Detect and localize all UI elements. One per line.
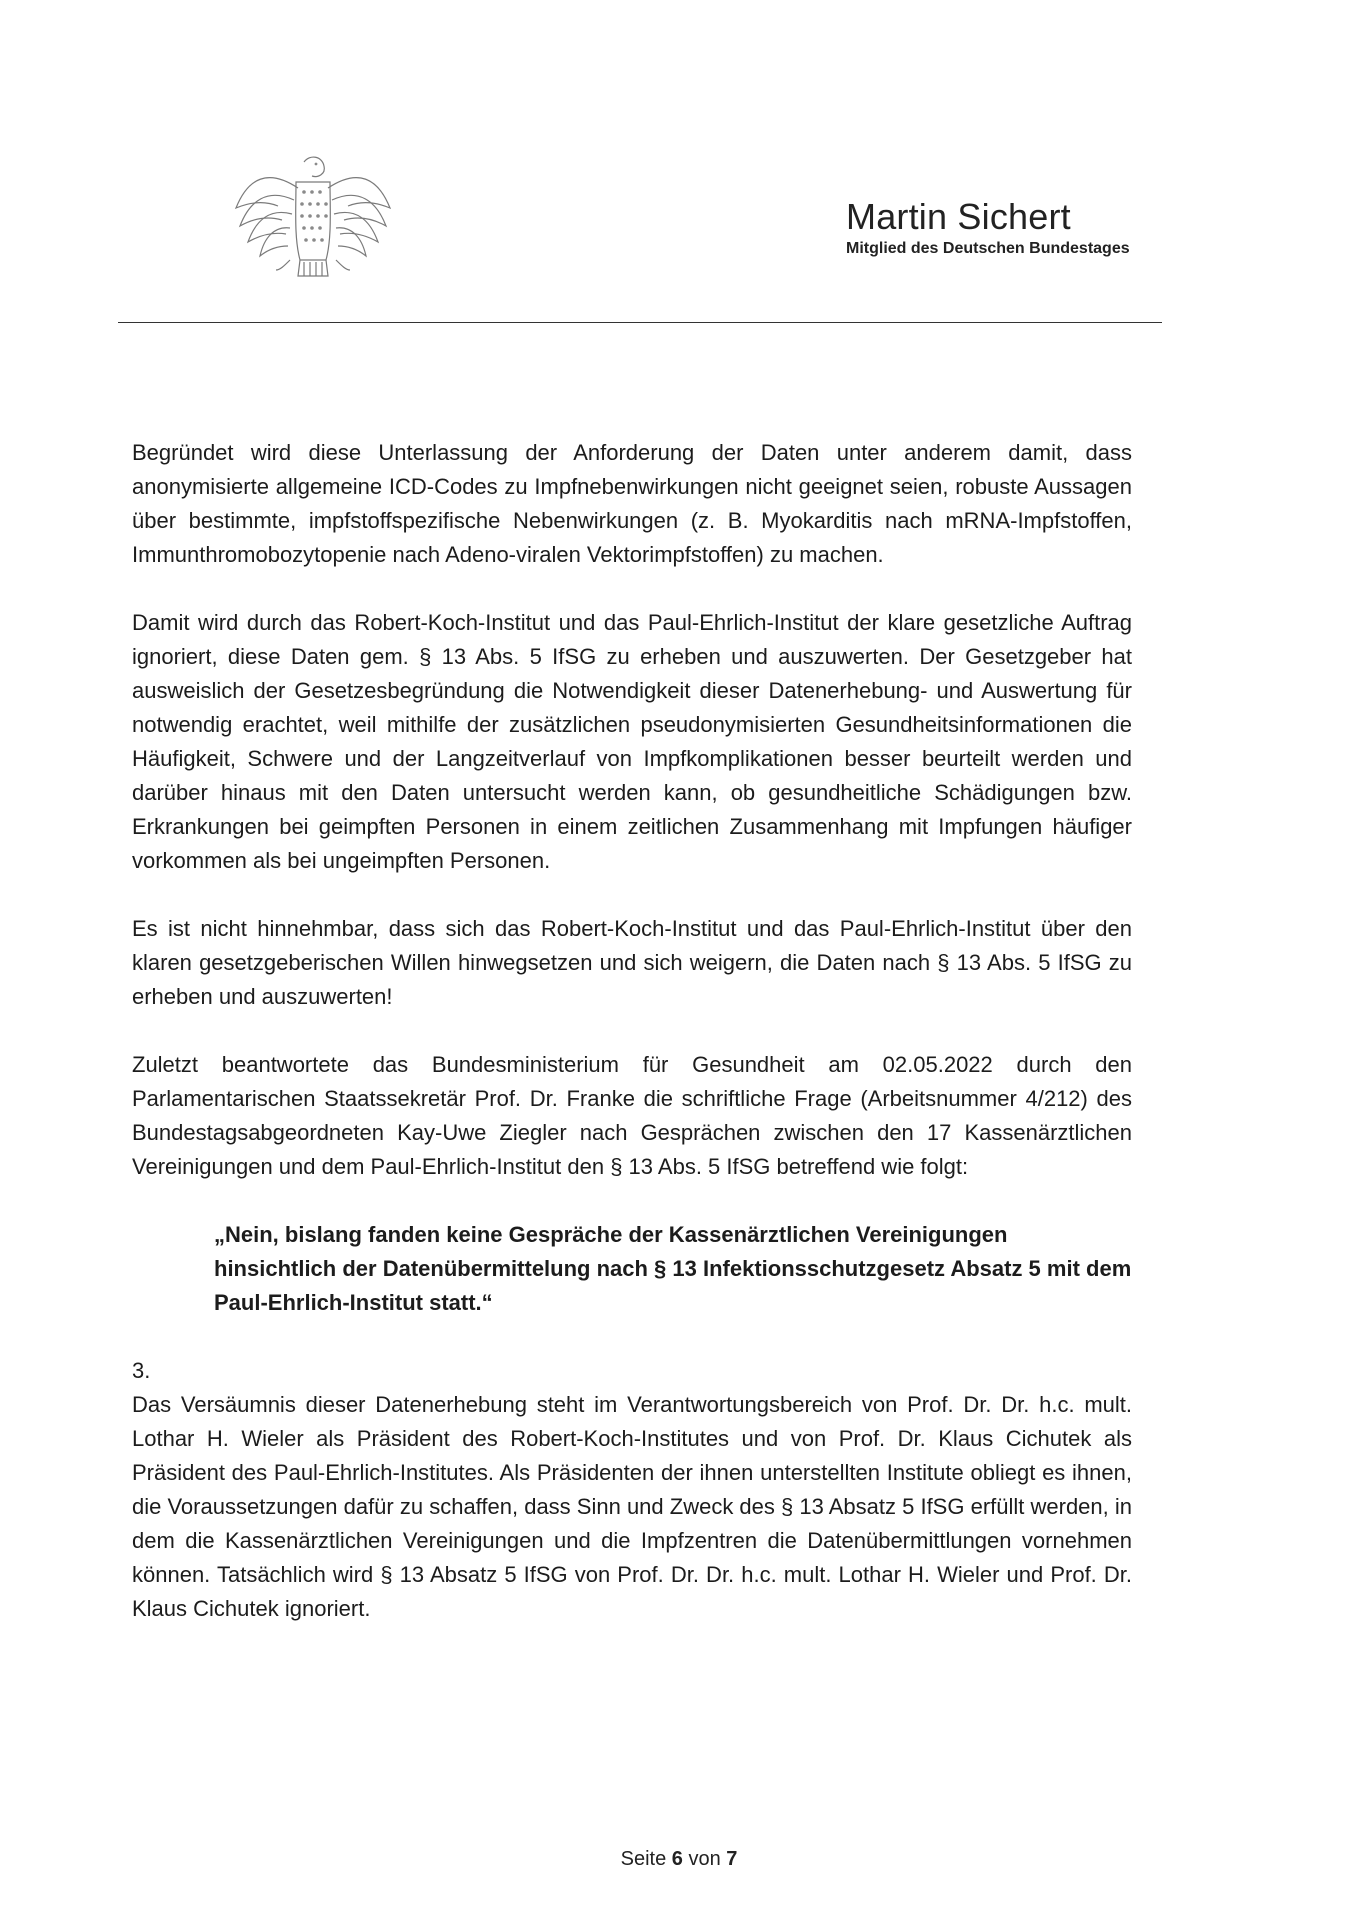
paragraph: Zuletzt beantwortete das Bundesministerium für Gesundheit am 02.05.2022 durch den Parlamentarischen Staatssekretär Prof. Dr. Franke die schriftliche Frage (Arbeitsnummer 4/212) des Bundestagsabgeordneten Kay-Uwe Ziegler nach Gesprächen zwischen den 17 Kassenärztlichen Vereinigungen und dem Paul-Ehrlich-Institut den § 13 Abs. 5 IfSG betreffend wie folgt: bbox=[132, 1052, 1132, 1179]
letter-body bbox=[132, 436, 1132, 1626]
letterhead-name: Martin Sichert bbox=[846, 196, 1071, 237]
page-label: Seite bbox=[620, 1848, 667, 1870]
page-separator: von bbox=[688, 1848, 721, 1870]
block-quote: „Nein, bislang fanden keine Gespräche der Kassenärztlichen Vereinigungen hinsichtlich der Datenübermittelung nach § 13 Infektionsschutzgesetz Absatz 5 mit dem Paul-Ehrlich-Institut statt.“ bbox=[214, 1222, 1132, 1315]
total-pages: 7 bbox=[726, 1848, 738, 1870]
header-divider bbox=[118, 322, 1162, 323]
paragraph: Es ist nicht hinnehmbar, dass sich das Robert-Koch-Institut und das Paul-Ehrlich-Institut über den klaren gesetzgeberischen Willen hinwegsetzen und sich weigern, die Daten nach § 13 Abs. 5 IfSG zu erheben und auszuwerten! bbox=[132, 916, 1132, 1009]
federal-eagle-logo bbox=[228, 148, 398, 288]
current-page: 6 bbox=[671, 1848, 683, 1870]
letterhead-role: Mitglied des Deutschen Bundestages bbox=[846, 240, 1130, 257]
page-number bbox=[0, 1848, 1358, 1871]
paragraph: Damit wird durch das Robert-Koch-Institut und das Paul-Ehrlich-Institut der klare gesetzliche Auftrag ignoriert, diese Daten gem. § 13 Abs. 5 IfSG zu erheben und auszuwerten. Der Gesetzgeber hat ausweislich der Gesetzesbegründung die Notwendigkeit dieser Datenerhebung- und Auswertung für notwendig erachtet, weil mithilfe der zusätzlichen pseudonymisierten Gesundheitsinformationen die Häufigkeit, Schwere und der Langzeitverlauf von Impfkomplikationen besser beurteilt werden und darüber hinaus mit den Daten untersucht werden kann, ob gesundheitliche Schädigungen bzw. Erkrankungen bei geimpften Personen in einem zeitlichen Zusammenhang mit Impfungen häufiger vorkommen als bei ungeimpften Personen. bbox=[132, 610, 1132, 873]
section-number: 3. bbox=[132, 1358, 151, 1383]
paragraph: Begründet wird diese Unterlassung der Anforderung der Daten unter anderem damit, dass anonymisierte allgemeine ICD-Codes zu Impfnebenwirkungen nicht geeignet seien, robuste Aussagen über bestimmte, impfstoffspezifische Nebenwirkungen (z. B. Myokarditis nach mRNA-Impfstoffen, Immunthromobozytopenie nach Adeno-viralen Vektorimpfstoffen) zu machen. bbox=[132, 440, 1132, 567]
paragraph: Das Versäumnis dieser Datenerhebung steht im Verantwortungsbereich von Prof. Dr. Dr. h.c. mult. Lothar H. Wieler als Präsident des Robert-Koch-Institutes und von Prof. Dr. Klaus Cichutek als Präsident des Paul-Ehrlich-Institutes. Als Präsidenten der ihnen unterstellten Institute obliegt es ihnen, die Voraussetzungen dafür zu schaffen, dass Sinn und Zweck des § 13 Absatz 5 IfSG erfüllt werden, in dem die Kassenärztlichen Vereinigungen und die Impfzentren die Datenübermittlungen vornehmen können. Tatsächlich wird § 13 Absatz 5 IfSG von Prof. Dr. Dr. h.c. mult. Lothar H. Wieler und Prof. Dr. Klaus Cichutek ignoriert. bbox=[132, 1392, 1132, 1621]
